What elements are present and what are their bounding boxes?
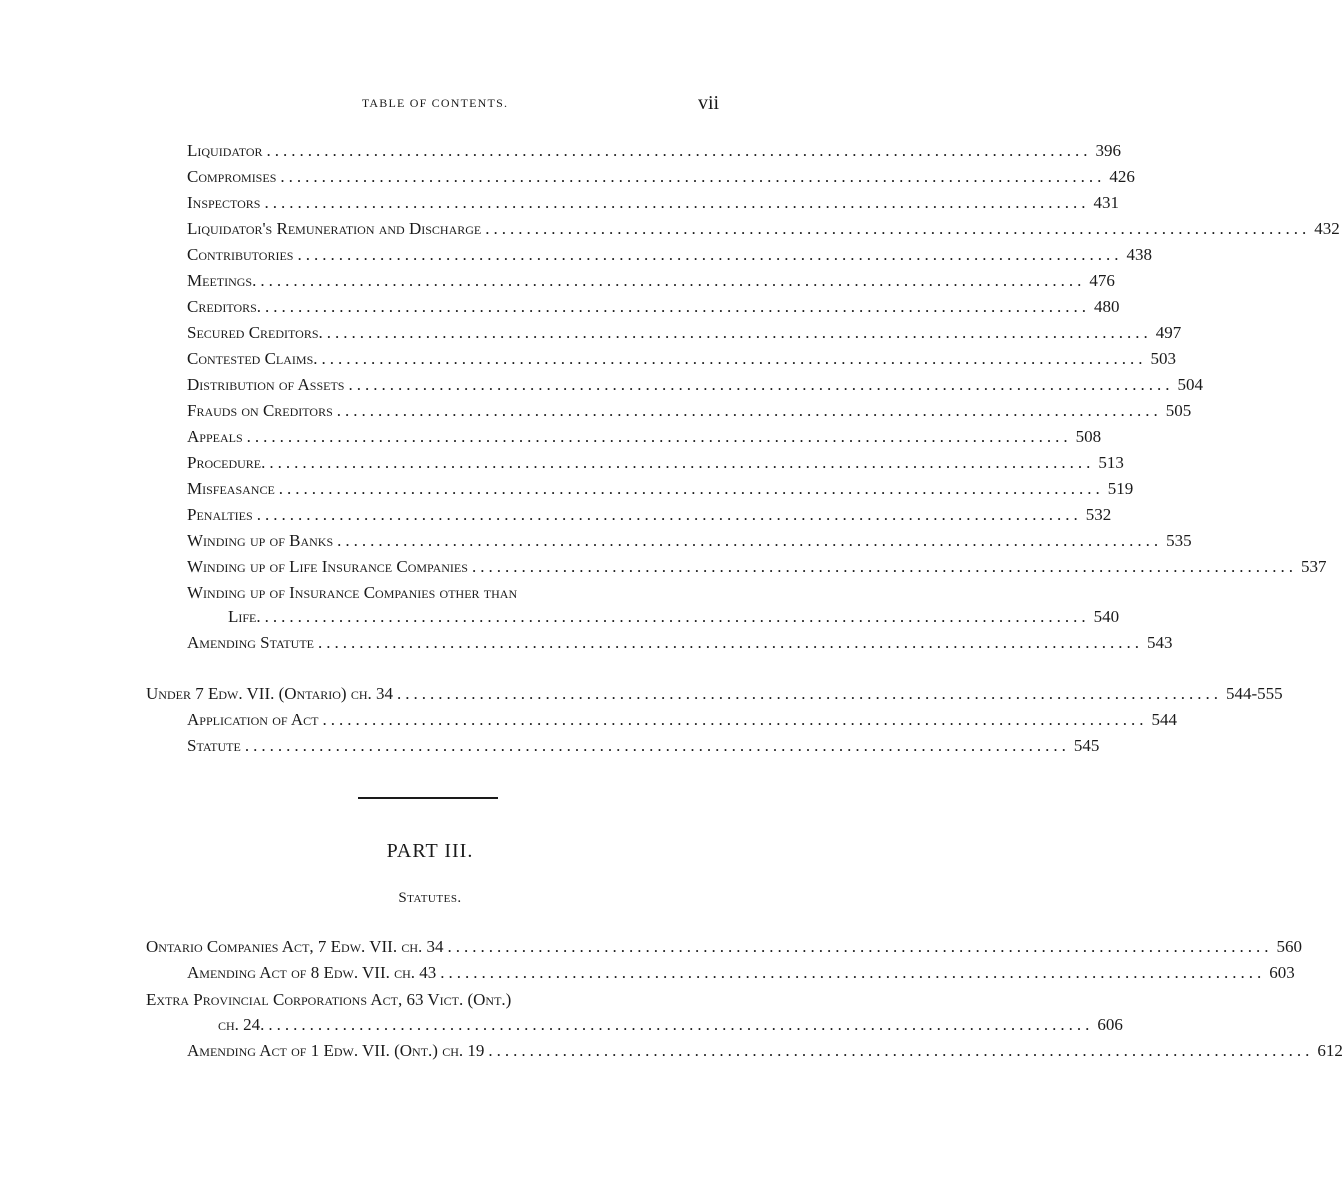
leader-dots: ....................................................................................................	[485, 219, 1311, 238]
toc-entry	[187, 478, 1134, 500]
toc-entry	[187, 140, 1121, 162]
toc-entry	[187, 735, 1100, 757]
running-header: TABLE OF CONTENTS.	[361, 96, 509, 110]
toc-entry	[228, 606, 1120, 628]
leader-dots: ....................................................................................................	[321, 349, 1147, 368]
toc-entry-page: 438	[1126, 245, 1152, 264]
leader-dots: ....................................................................................................	[260, 271, 1086, 290]
toc-entry	[187, 322, 1182, 344]
toc-entry-page: 543	[1147, 633, 1173, 652]
toc-entry-page: 396	[1095, 141, 1121, 160]
leader-dots: ....................................................................................................	[447, 937, 1273, 956]
toc-entry-label: Frauds on Creditors	[187, 401, 333, 420]
toc-entry	[187, 962, 1295, 984]
part-subtitle: Statutes.	[398, 890, 462, 906]
toc-entry-page: 606	[1097, 1015, 1123, 1034]
toc-entry-page: 476	[1089, 271, 1115, 290]
toc-entry-page: 532	[1085, 505, 1112, 524]
toc-entry-page: 603	[1269, 963, 1295, 982]
toc-entry-label-line2: ch. 24.	[218, 1015, 265, 1034]
toc-entry-label: Distribution of Assets	[187, 375, 345, 394]
toc-entry	[187, 530, 1192, 552]
toc-entry	[187, 632, 1173, 654]
toc-entry-page: 480	[1094, 297, 1120, 316]
toc-entry-page: 519	[1107, 479, 1134, 498]
toc-entry	[146, 936, 1302, 958]
leader-dots: ....................................................................................................	[440, 963, 1266, 982]
toc-entry	[187, 709, 1177, 731]
toc-entry	[187, 348, 1177, 370]
toc-entry-label: Meetings.	[187, 271, 257, 290]
toc-entry	[187, 452, 1124, 474]
toc-entry-label: Procedure.	[187, 453, 266, 472]
leader-dots: ....................................................................................................	[318, 633, 1144, 652]
toc-entry-label: Application of Act	[187, 710, 319, 729]
toc-entry-label: Liquidator	[187, 141, 263, 160]
toc-entry-page: 544-555	[1226, 684, 1283, 703]
toc-entry	[187, 296, 1120, 318]
toc-entry-label: Amending Act of 1 Edw. VII. (Ont.) ch. 19	[187, 1041, 485, 1060]
toc-entry	[187, 244, 1152, 266]
toc-entry-label: Liquidator's Remuneration and Discharge	[187, 219, 482, 238]
leader-dots: ....................................................................................................	[244, 736, 1070, 755]
toc-entry-page: 503	[1150, 349, 1177, 368]
toc-entry-label: Compromises	[187, 167, 277, 186]
leader-dots: ....................................................................................................	[337, 531, 1163, 550]
toc-entry-label: Winding up of Life Insurance Companies	[187, 557, 468, 576]
leader-dots: ....................................................................................................	[297, 245, 1123, 264]
toc-entry	[187, 400, 1192, 422]
toc-entry-label: Misfeasance	[187, 479, 275, 498]
toc-entry-label: Inspectors	[187, 193, 261, 212]
leader-dots: ....................................................................................................	[326, 323, 1152, 342]
toc-section-heading	[146, 683, 1283, 705]
toc-entry-page: 537	[1300, 557, 1327, 576]
leader-dots: ....................................................................................................	[246, 427, 1072, 446]
toc-entry	[187, 556, 1327, 578]
leader-dots: ....................................................................................................	[265, 297, 1091, 316]
leader-dots: ....................................................................................................	[336, 401, 1162, 420]
toc-entry-page: 540	[1093, 607, 1120, 626]
toc-entry-label: Ontario Companies Act, 7 Edw. VII. ch. 34	[146, 937, 444, 956]
leader-dots: ....................................................................................................	[264, 193, 1090, 212]
leader-dots: ....................................................................................................	[280, 167, 1106, 186]
toc-entry	[187, 1040, 1343, 1062]
toc-entry-label-line2: Life.	[228, 607, 261, 626]
part-title: PART III.	[386, 840, 474, 862]
leader-dots: ....................................................................................................	[471, 557, 1297, 576]
toc-entry-page: 535	[1166, 531, 1192, 550]
toc-entry-label: Statute	[187, 736, 241, 755]
leader-dots: ....................................................................................................	[397, 684, 1222, 703]
toc-entry	[187, 426, 1102, 448]
leader-dots: ....................................................................................................	[488, 1041, 1314, 1060]
toc-entry-label-line1: Winding up of Insurance Companies other than	[187, 583, 518, 602]
toc-entry-label: Secured Creditors.	[187, 323, 323, 342]
toc-entry-label: Contributories	[187, 245, 294, 264]
toc-entry-page: 426	[1109, 167, 1135, 186]
toc-entry-label: Amending Statute	[187, 633, 315, 652]
toc-entry-label-line1: Extra Provincial Corporations Act, 63 Vict. (Ont.)	[146, 990, 512, 1009]
leader-dots: ....................................................................................................	[266, 141, 1092, 160]
toc-entry-label: Contested Claims.	[187, 349, 318, 368]
toc-entry	[187, 504, 1112, 526]
toc-entry-page: 504	[1177, 375, 1203, 394]
toc-entry-label: Amending Act of 8 Edw. VII. ch. 43	[187, 963, 437, 982]
section-divider	[358, 797, 498, 799]
toc-entry-page: 544	[1151, 710, 1177, 729]
toc-entry-page: 432	[1314, 219, 1340, 238]
toc-entry-label: Penalties	[187, 505, 253, 524]
leader-dots: ....................................................................................................	[264, 607, 1090, 626]
leader-dots: ....................................................................................................	[269, 453, 1095, 472]
toc-entry-page: 545	[1073, 736, 1100, 755]
toc-entry-page: 508	[1075, 427, 1102, 446]
toc-entry-page: 505	[1165, 401, 1192, 420]
page-number: vii	[698, 92, 720, 114]
toc-entry-label: Under 7 Edw. VII. (Ontario) ch. 34	[146, 684, 393, 703]
toc-entry	[218, 1014, 1123, 1036]
toc-entry-label: Creditors.	[187, 297, 262, 316]
toc-entry-page: 513	[1098, 453, 1124, 472]
toc-entry	[187, 218, 1340, 240]
toc-entry	[187, 192, 1119, 214]
toc-entry-page: 497	[1155, 323, 1182, 342]
leader-dots: ....................................................................................................	[278, 479, 1104, 498]
toc-entry-page: 560	[1276, 937, 1302, 956]
toc-entry-page: 431	[1093, 193, 1119, 212]
leader-dots: ....................................................................................................	[322, 710, 1148, 729]
toc-entry	[187, 374, 1203, 396]
leader-dots: ....................................................................................................	[256, 505, 1082, 524]
toc-entry-label: Winding up of Banks	[187, 531, 334, 550]
toc-entry-page: 612	[1317, 1041, 1343, 1060]
leader-dots: ....................................................................................................	[268, 1015, 1094, 1034]
toc-entry	[187, 166, 1135, 188]
toc-entry	[187, 270, 1115, 292]
leader-dots: ....................................................................................................	[348, 375, 1174, 394]
toc-entry-label: Appeals	[187, 427, 243, 446]
